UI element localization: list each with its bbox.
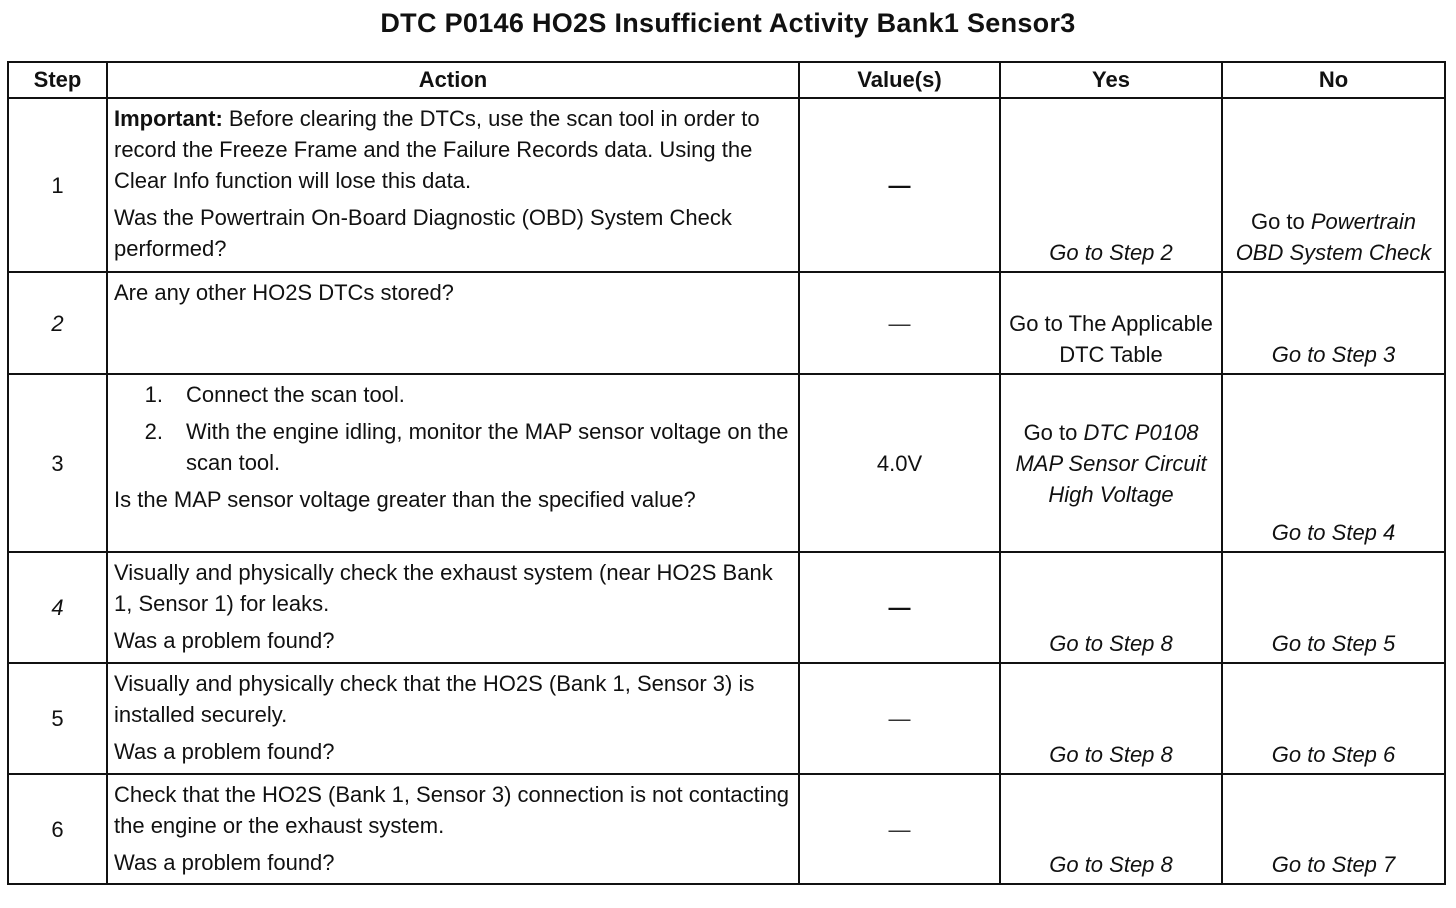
table-row [8,374,1445,552]
important-label: Important: [114,106,223,131]
action-steps [114,379,792,478]
table-row [8,663,1445,774]
value-cell [799,774,1000,884]
no-cell: Go to Step 5 [1222,552,1445,663]
step-number: 2 [8,272,107,374]
value-cell: 4.0V [799,374,1000,552]
step-number: 6 [8,774,107,884]
yes-cell: Go to Step 8 [1000,663,1222,774]
yes-cell: Go to Step 8 [1000,552,1222,663]
step-number: 1 [8,98,107,272]
diagnostic-table [7,61,1446,885]
yes-cell: Go to The Applicable DTC Table [1000,272,1222,374]
action-cell [107,663,799,774]
header-action: Action [107,62,799,98]
table-row [8,552,1445,663]
no-link: Powertrain OBD System Check [1235,209,1432,265]
action-text: Check that the HO2S (Bank 1, Sensor 3) connection is not contacting the engine or the exhaust system. [114,782,790,838]
value-dash: — [888,310,911,336]
action-step-item: With the engine idling, monitor the MAP sensor voltage on the scan tool. [186,419,789,475]
action-note [114,103,792,196]
value-cell [799,663,1000,774]
no-prefix: Go to [1250,209,1311,234]
value-cell [799,552,1000,663]
header-step: Step [8,62,107,98]
value-dash: — [888,172,911,198]
header-row [8,62,1445,98]
yes-cell: Go to Step 8 [1000,774,1222,884]
action-question: Was the Powertrain On-Board Diagnostic (OBD) System Check performed? [114,205,732,261]
action-cell [107,98,799,272]
action-step-item: Connect the scan tool. [186,382,405,407]
value-dash: — [888,816,911,842]
no-cell: Go to Step 3 [1222,272,1445,374]
action-question: Are any other HO2S DTCs stored? [114,280,454,305]
action-cell [107,774,799,884]
step-number: 3 [8,374,107,552]
action-cell [107,374,799,552]
value-dash: — [888,595,911,620]
action-question: Was a problem found? [114,628,335,653]
step-number: 5 [8,663,107,774]
important-text: Before clearing the DTCs, use the scan tool in order to record the Freeze Frame and the Failure Records data. Using the Clear Info function will lose this data. [114,106,760,193]
action-question: Was a problem found? [114,850,335,875]
action-text: Visually and physically check the exhaust system (near HO2S Bank 1, Sensor 1) for leaks. [114,560,773,616]
value-cell [799,272,1000,374]
action-question: Was a problem found? [114,739,335,764]
value-cell [799,98,1000,272]
table-row [8,272,1445,374]
header-values: Value(s) [799,62,1000,98]
yes-prefix: Go to [1023,419,1084,445]
yes-link: DTC P0108 MAP Sensor Circuit High Voltage [1015,419,1207,507]
no-cell [1222,98,1445,272]
action-cell [107,272,799,374]
step-number: 4 [8,552,107,663]
table-row [8,774,1445,884]
header-yes: Yes [1000,62,1222,98]
header-no: No [1222,62,1445,98]
yes-cell: Go to Step 2 [1000,98,1222,272]
yes-cell [1000,374,1222,552]
value-dash: — [888,706,911,731]
action-question: Is the MAP sensor voltage greater than the specified value? [114,487,696,512]
no-cell: Go to Step 4 [1222,374,1445,552]
no-cell: Go to Step 6 [1222,663,1445,774]
action-cell [107,552,799,663]
no-cell: Go to Step 7 [1222,774,1445,884]
action-text: Visually and physically check that the HO2S (Bank 1, Sensor 3) is installed securely. [114,671,755,727]
page-title: DTC P0146 HO2S Insufficient Activity Bank1 Sensor3 [380,8,1076,38]
table-row [8,98,1445,272]
